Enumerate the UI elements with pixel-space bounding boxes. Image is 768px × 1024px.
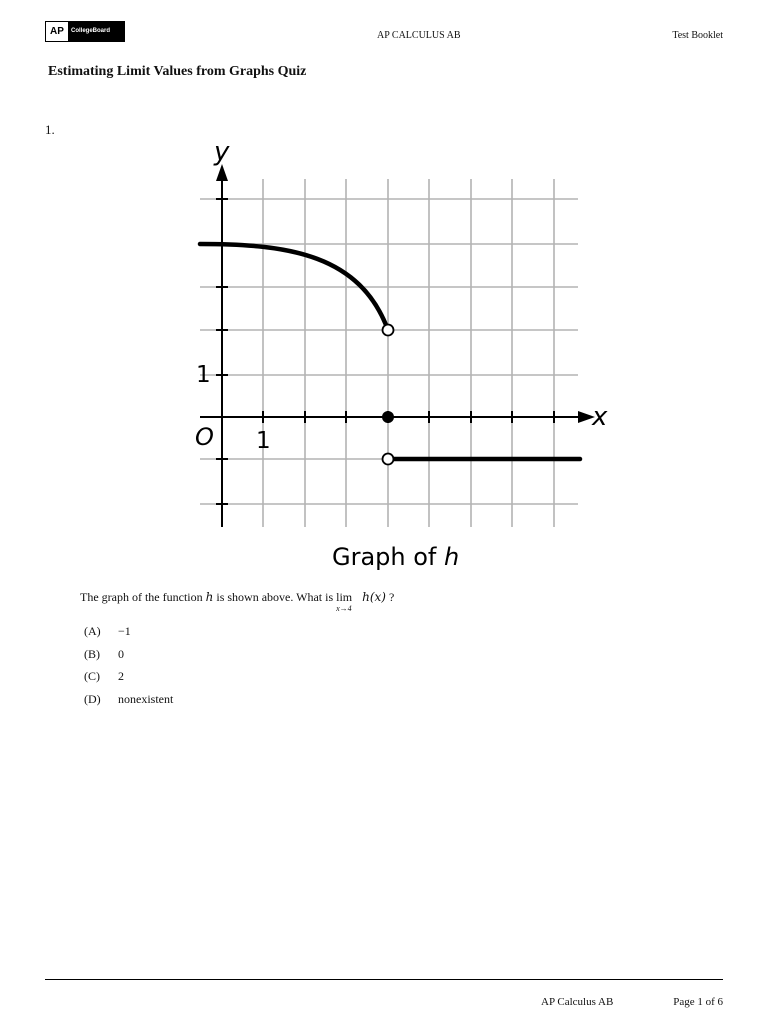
graph-caption-fn: h [444,543,460,571]
collegeboard-logo-text: CollegeBoard [71,28,111,34]
closed-point-on-axis [382,411,394,423]
graph-of-h [190,135,610,575]
choice-letter: (C) [84,669,100,683]
footer-course: AP Calculus AB [541,996,614,1008]
graph-caption [332,543,459,571]
x-tick-label-1: 1 [256,428,271,454]
choice-d[interactable] [84,692,173,715]
y-axis-label: y [214,137,230,167]
header-course: AP CALCULUS AB [377,30,461,41]
choice-letter: (B) [84,646,100,661]
open-point-lower [383,454,394,465]
choice-text: 0 [118,646,124,661]
x-axis-label: x [592,402,608,432]
choice-text: nonexistent [118,691,174,706]
stem-fn: h [205,590,214,604]
question-stem [80,590,395,613]
stem-before: The graph of the function [80,590,203,604]
ap-logo-text: AP [46,22,68,41]
y-tick-label-1: 1 [196,362,211,388]
header-booklet: Test Booklet [672,30,723,41]
stem-expr: h(x) [362,590,386,604]
origin-label: O [195,423,214,451]
question-number: 1. [45,122,55,137]
axes [200,164,595,527]
answer-choices [84,624,173,714]
choice-b[interactable] [84,647,173,670]
choice-a[interactable] [84,624,173,647]
quiz-title: Estimating Limit Values from Graphs Quiz [48,64,307,79]
graph-caption-prefix: Graph of [332,543,445,571]
choice-letter: (D) [84,691,101,706]
page-number: Page 1 of 6 [673,996,723,1008]
stem-after: ? [388,590,395,604]
stem-middle: is shown above. What is [216,590,334,604]
choice-text: 2 [118,669,124,683]
choice-letter: (A) [84,624,101,638]
footer-divider [45,979,723,980]
ap-collegeboard-logo [45,21,125,42]
open-point-upper [383,325,394,336]
lim-subscript: x→4 [336,604,352,613]
limit-expression [336,590,362,613]
choice-c[interactable] [84,669,173,692]
page-header [45,21,723,45]
choice-text: −1 [118,624,131,638]
lim-text: lim [336,590,353,604]
grid [200,179,578,527]
